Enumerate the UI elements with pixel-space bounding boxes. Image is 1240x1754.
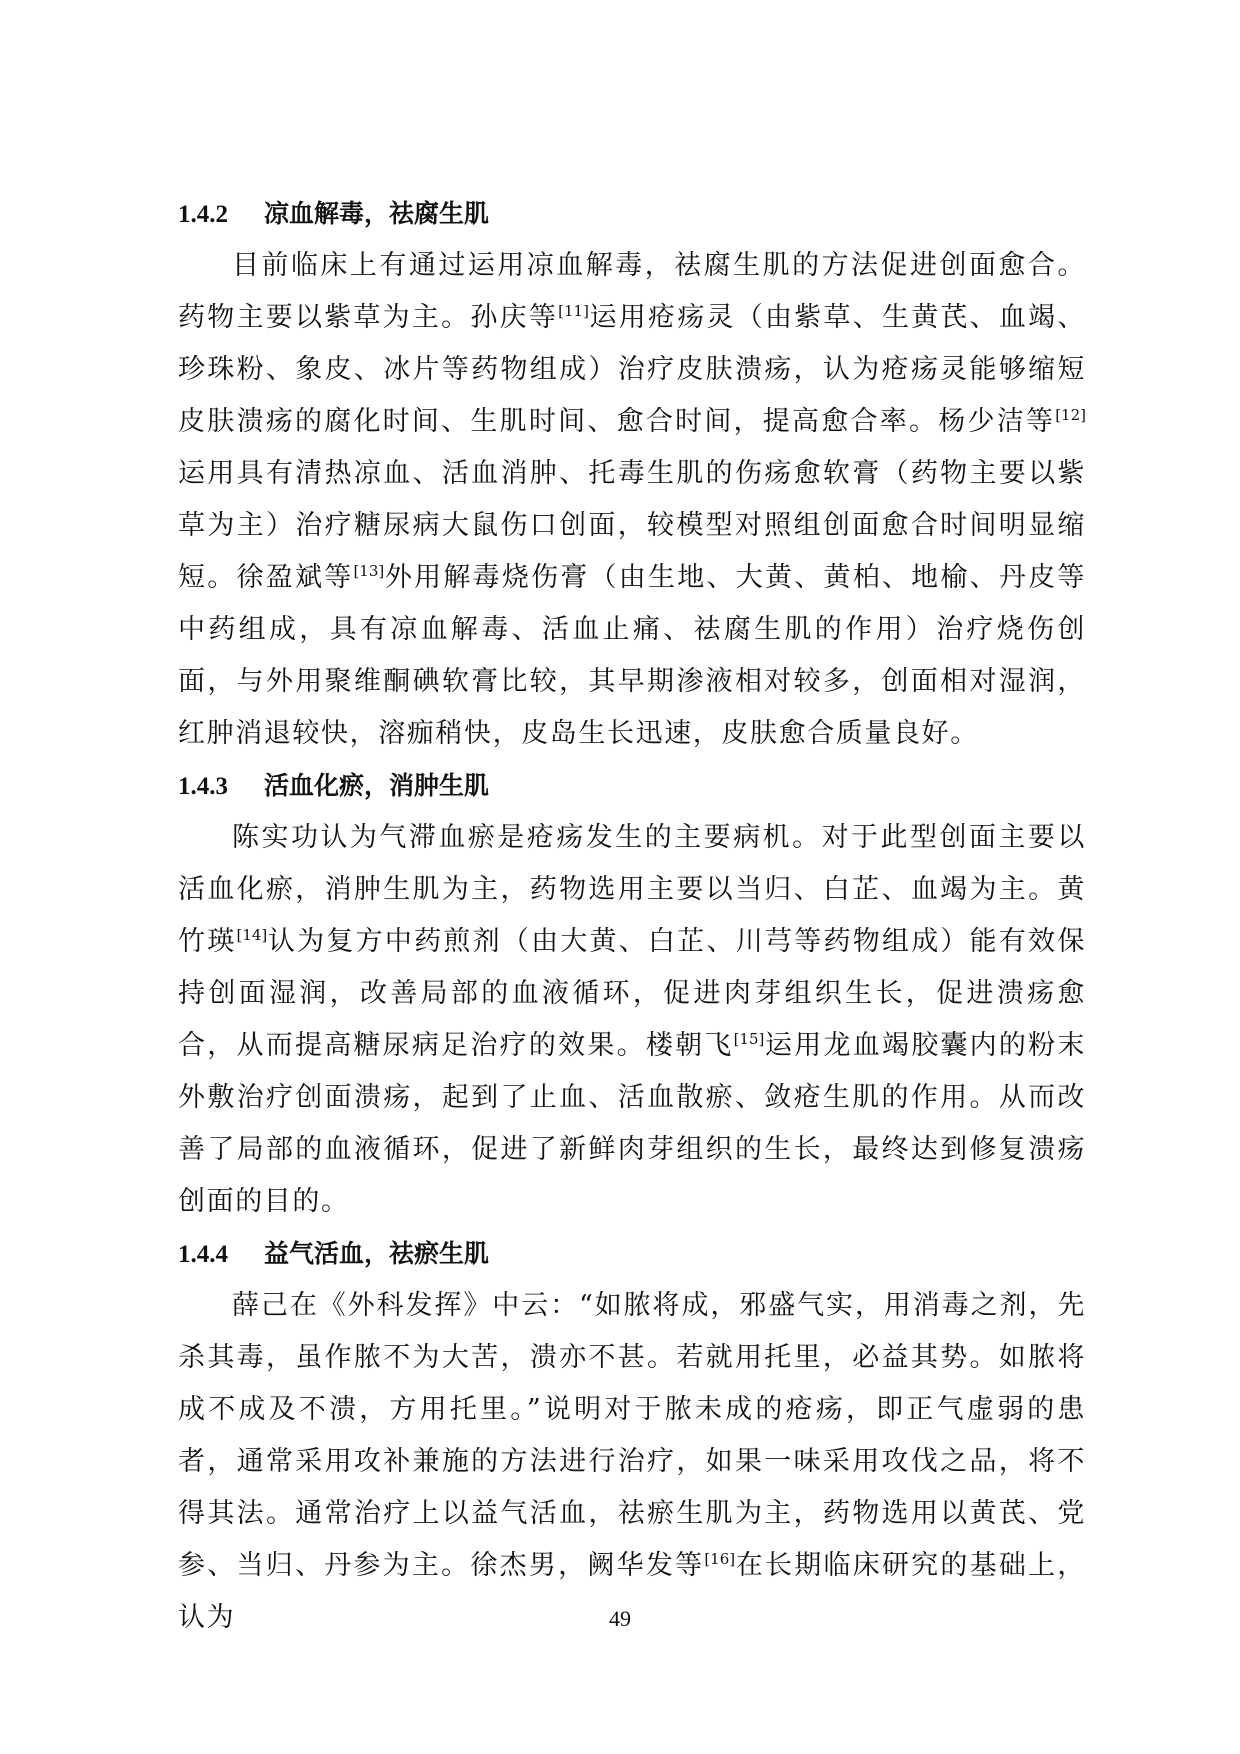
section-title: 活血化瘀，消肿生肌 <box>264 771 490 800</box>
section-heading <box>178 1228 1086 1280</box>
citation-ref: [11] <box>558 302 589 320</box>
section-heading <box>178 760 1086 812</box>
text-run: 运用疮疡灵（由紫草、生黄芪、血竭、珍珠粉、象皮、冰片等药物组成）治疗皮肤溃疡，认为疮疡灵能够缩短皮肤溃疡的腐化时间、生肌时间、愈合时间，提高愈合率。杨少洁等 <box>178 302 1086 437</box>
section-number: 1.4.2 <box>178 201 228 228</box>
section-number: 1.4.3 <box>178 773 228 800</box>
text-run: 陈实功认为气滞血瘀是疮疡发生的主要病机。对于此型创面主要以活血化瘀，消肿生肌为主，药物选用主要以当归、白芷、血竭为主。黄竹瑛 <box>178 822 1086 957</box>
text-run: 在长期临床研究的基础上，认为 <box>178 1550 1086 1633</box>
section-title: 益气活血，祛瘀生肌 <box>264 1239 490 1268</box>
section-1-4-4 <box>178 1228 1086 1644</box>
text-run: 认为复方中药煎剂（由大黄、白芷、川芎等药物组成）能有效保持创面湿润，改善局部的血液循环，促进肉芽组织生长，促进溃疡愈合，从而提高糖尿病足治疗的效果。楼朝飞 <box>178 926 1086 1061</box>
text-run: 目前临床上有通过运用凉血解毒，祛腐生肌的方法促进创面愈合。药物主要以紫草为主。孙庆等 <box>178 250 1086 333</box>
citation-ref: [14] <box>236 926 268 944</box>
section-1-4-3 <box>178 760 1086 1228</box>
citation-ref: [16] <box>704 1550 736 1568</box>
citation-ref: [12] <box>1055 406 1086 424</box>
body-paragraph <box>178 1280 1086 1644</box>
section-number: 1.4.4 <box>178 1241 228 1268</box>
citation-ref: [13] <box>353 562 385 580</box>
text-run: 运用具有清热凉血、活血消肿、托毒生肌的伤疡愈软膏（药物主要以紫草为主）治疗糖尿病大鼠伤口创面，较模型对照组创面愈合时间明显缩短。徐盈斌等 <box>178 458 1086 593</box>
text-run: 外用解毒烧伤膏（由生地、大黄、黄柏、地榆、丹皮等中药组成，具有凉血解毒、活血止痛、祛腐生肌的作用）治疗烧伤创面，与外用聚维酮碘软膏比较，其早期渗液相对较多，创面相对湿润，红肿消退较快，溶痂稍快，皮岛生长迅速，皮肤愈合质量良好。 <box>178 562 1086 749</box>
page-body <box>178 188 1086 1644</box>
section-1-4-2 <box>178 188 1086 760</box>
body-paragraph <box>178 812 1086 1228</box>
section-title: 凉血解毒，祛腐生肌 <box>264 199 490 228</box>
text-run: 运用龙血竭胶囊内的粉末外敷治疗创面溃疡，起到了止血、活血散瘀、敛疮生肌的作用。从而改善了局部的血液循环，促进了新鲜肉芽组织的生长，最终达到修复溃疡创面的目的。 <box>178 1030 1086 1217</box>
citation-ref: [15] <box>733 1030 765 1048</box>
section-heading <box>178 188 1086 240</box>
body-paragraph <box>178 240 1086 760</box>
page-number: 49 <box>609 1606 631 1631</box>
text-run: 薛己在《外科发挥》中云：“如脓将成，邪盛气实，用消毒之剂，先杀其毒，虽作脓不为大苦，溃亦不甚。若就用托里，必益其势。如脓将成不成及不溃，方用托里。”说明对于脓未成的疮疡，即正气虚弱的患者，通常采用攻补兼施的方法进行治疗，如果一味采用攻伐之品，将不得其法。通常治疗上以益气活血，祛瘀生肌为主，药物选用以黄芪、党参、当归、丹参为主。徐杰男，阙华发等 <box>178 1290 1086 1581</box>
